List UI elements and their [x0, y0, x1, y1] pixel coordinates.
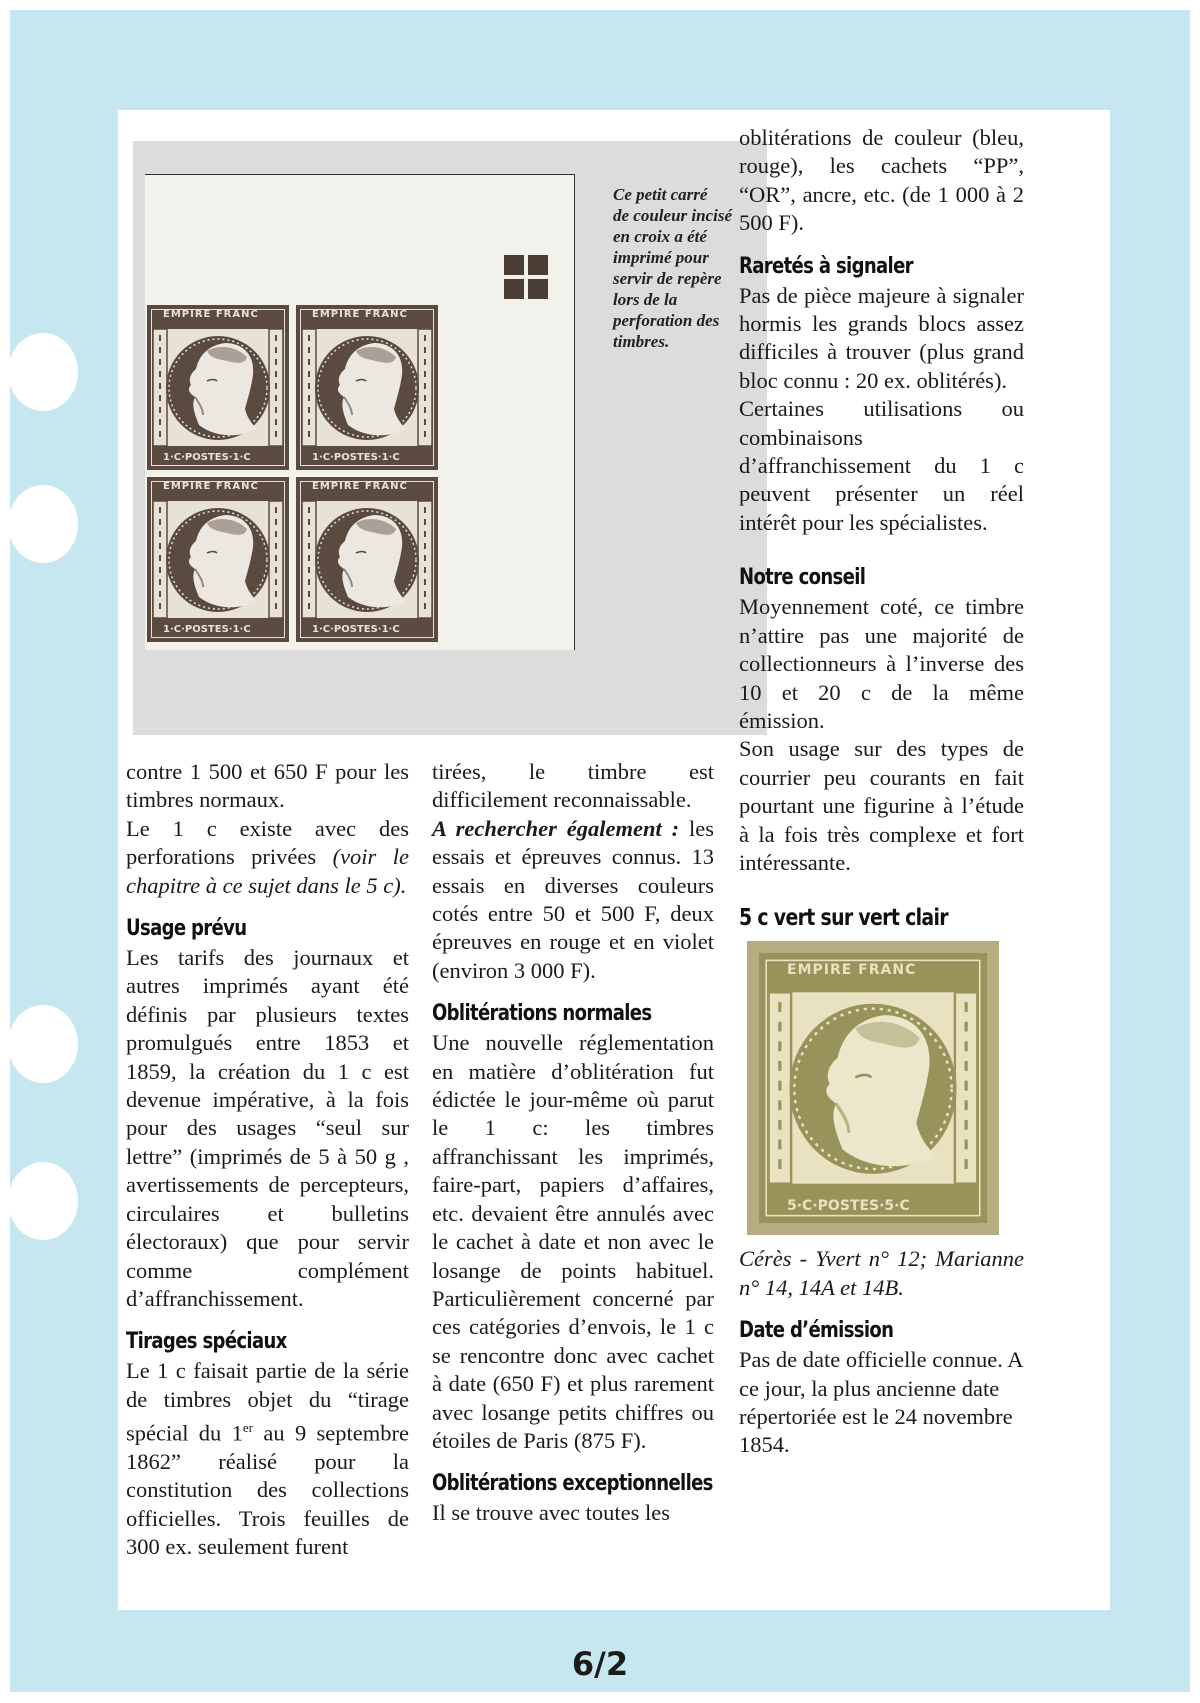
caption-line: Ce petit carré: [613, 185, 708, 204]
stamp-block-photo: [133, 141, 767, 735]
section-heading: Usage prévu: [126, 916, 247, 942]
paragraph: Pas de pièce majeure à signaler hormis les grands blocs assez difficiles à trouver (plus grand bloc connu : 20 ex. oblitérés).: [739, 282, 1024, 393]
stamp-1c: [296, 477, 438, 642]
sheet-corner: [145, 174, 575, 650]
paragraph: Son usage sur des types de courrier peu courants en fait pourtant une figurine à l’étude à la fois très complexe et fort intéressante.: [739, 736, 1024, 875]
section-heading: 5 c vert sur vert clair: [739, 905, 948, 932]
column-1: [126, 758, 409, 1562]
stamp-5c-image: [747, 941, 999, 1235]
punch-hole: [8, 1005, 78, 1083]
section-heading: Raretés à signaler: [739, 253, 913, 279]
stamp-label-top: EMPIRE FRANC: [312, 309, 408, 320]
text-span: les essais et épreuves connus. 13 essais en diverses couleurs cotés entre 50 et 500 F, deux épreuves en rouge et en violet (environ 3 000 F).: [432, 815, 715, 983]
caption-line: de couleur incisé: [613, 206, 732, 225]
paragraph: Pas de date officielle connue. A ce jour, la plus ancienne date répertoriée est le 24 novembre 1854.: [739, 1347, 1023, 1458]
perforation-mark: [504, 255, 548, 299]
caption-line: servir de repère: [613, 269, 722, 288]
paragraph: Moyennement coté, ce timbre n’attire pas une majorité de collectionneurs à l’inverse des 10 et 20 c de la même émission.: [739, 594, 1024, 733]
section-heading: Date d’émission: [739, 1318, 894, 1344]
italic-lead: A rechercher également :: [432, 815, 680, 841]
stamp-label-bottom: 1·C·POSTES·1·C: [163, 624, 251, 635]
stamp-caption: Cérès - Yvert n° 12; Marianne n° 14, 14A et 14B.: [739, 1246, 1024, 1300]
column-3: [739, 124, 1024, 1460]
paragraph: [126, 815, 409, 900]
document-page: [118, 110, 1110, 1610]
caption-line: imprimé pour: [613, 248, 709, 267]
text-span: au 9 septembre 1862” réalisé pour la constitution des collections officielles. Trois feuilles de 300 ex. seulement furent: [126, 1420, 409, 1560]
caption-line: perforation des: [613, 311, 720, 330]
italic-text: (voir le chapitre à ce sujet dans le 5 c).: [126, 844, 409, 898]
stamp-1c: [147, 477, 289, 642]
paragraph: Une nouvelle réglementation en matière d’oblitération fut édictée le jour-même où parut le 1 c: les timbres affranchissant les imprimés, faire-part, papiers d’affaires, etc. devaient être annulés avec le cachet à date et non avec le losange de points habituel. Particulièrement concerné par ces catégories d’envois, le 1 c se rencontre donc avec cachet à date (650 F) et plus rarement avec losange petits chiffres ou étoiles de Paris (875 F).: [432, 1030, 714, 1453]
section-heading: Oblitérations normales: [432, 1001, 652, 1027]
text-span: Le 1 c faisait partie de la série de timbres objet du “tirage spécial du 1: [126, 1358, 409, 1446]
punch-hole: [8, 333, 78, 411]
paragraph: oblitérations de couleur (bleu, rouge), les cachets “PP”, “OR”, ancre, etc. (de 1 000 à 2 500 F).: [739, 125, 1024, 236]
paragraph: Il se trouve avec toutes les: [432, 1500, 671, 1526]
stamp-label-top: EMPIRE FRANC: [163, 481, 259, 492]
caption-line: timbres.: [613, 332, 670, 351]
paragraph: [126, 1357, 409, 1561]
paragraph: tirées, le timbre est difficilement reconnaissable.: [432, 759, 714, 813]
superscript: er: [242, 1420, 254, 1436]
caption-line: en croix a été: [613, 227, 707, 246]
paragraph: [432, 815, 714, 985]
stamp-label-bottom: 1·C·POSTES·1·C: [163, 452, 251, 463]
caption-line: lors de la: [613, 290, 678, 309]
text-span: Le 1 c existe avec des perforations privées: [126, 815, 409, 870]
stamp-label-top: EMPIRE FRANC: [787, 962, 917, 979]
punch-hole: [8, 485, 78, 563]
section-heading: Tirages spéciaux: [126, 1329, 287, 1355]
page-number: 6/2: [571, 1645, 629, 1683]
stamp-label-bottom: 5·C·POSTES·5·C: [787, 1198, 910, 1215]
stamp-label-bottom: 1·C·POSTES·1·C: [312, 624, 400, 635]
stamp-label-top: EMPIRE FRANC: [312, 481, 408, 492]
stamp-1c: [147, 305, 289, 470]
stamp-label-bottom: 1·C·POSTES·1·C: [312, 452, 400, 463]
paragraph: Les tarifs des journaux et autres imprimés ayant été définis par plusieurs textes promulgués entre 1853 et 1859, la création du 1 c est devenue impérative, à la fois pour des usages “seul sur lettre” (imprimés de 5 à 50 g , avertissements de percepteurs, circulaires et bulletins électoraux) que pour servir comme complément d’affranchissement.: [126, 945, 409, 1311]
section-heading: Notre conseil: [739, 565, 866, 591]
punch-hole: [8, 1162, 78, 1240]
column-2: [432, 758, 714, 1528]
stamp-5c: [759, 953, 987, 1223]
paragraph: Certaines utilisations ou combinaisons d’affranchissement du 1 c peuvent présenter un réel intérêt pour les spécialistes.: [739, 396, 1024, 535]
paragraph: contre 1 500 et 650 F pour les timbres normaux.: [126, 759, 409, 813]
stamp-label-top: EMPIRE FRANC: [163, 309, 259, 320]
section-heading: Oblitérations exceptionnelles: [432, 1471, 713, 1497]
stamp-1c: [296, 305, 438, 470]
